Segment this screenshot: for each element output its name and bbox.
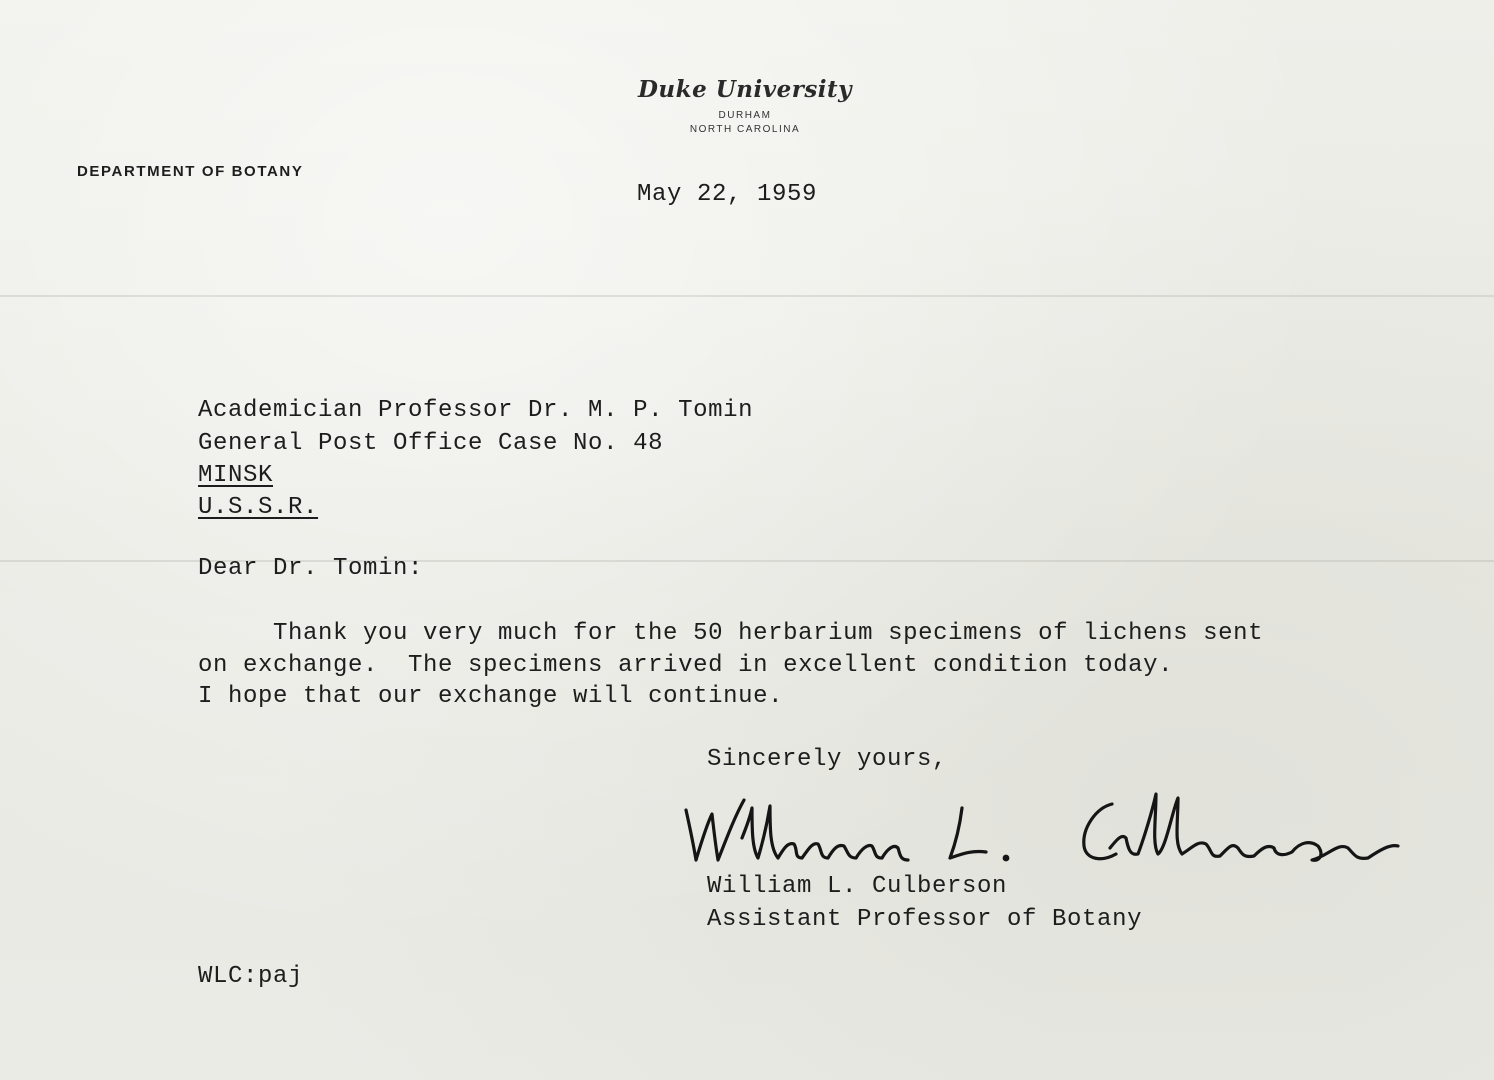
recipient-city: MINSK	[198, 462, 274, 489]
fold-line	[0, 295, 1494, 297]
recipient-name: Academician Professor Dr. M. P. Tomin	[198, 397, 754, 424]
handwritten-signature	[672, 778, 1412, 888]
letterhead-city: DURHAM	[718, 110, 772, 121]
reference-initials: WLC:paj	[198, 963, 304, 990]
signer-name: William L. Culberson	[707, 873, 1008, 900]
body-line: on exchange. The specimens arrived in excellent condition today.	[198, 652, 1174, 679]
body-line: Thank you very much for the 50 herbarium specimens of lichens sent	[273, 620, 1264, 647]
salutation: Dear Dr. Tomin:	[198, 555, 424, 582]
recipient-address: General Post Office Case No. 48	[198, 430, 664, 457]
university-name: Duke University	[637, 76, 853, 103]
letter-date: May 22, 1959	[637, 181, 818, 208]
recipient-country: U.S.S.R.	[198, 494, 319, 521]
closing: Sincerely yours,	[707, 746, 948, 773]
letterhead-state: NORTH CAROLINA	[689, 124, 801, 135]
body-line: I hope that our exchange will continue.	[198, 683, 784, 710]
signer-title: Assistant Professor of Botany	[707, 906, 1143, 933]
department-name: DEPARTMENT OF BOTANY	[77, 163, 304, 180]
